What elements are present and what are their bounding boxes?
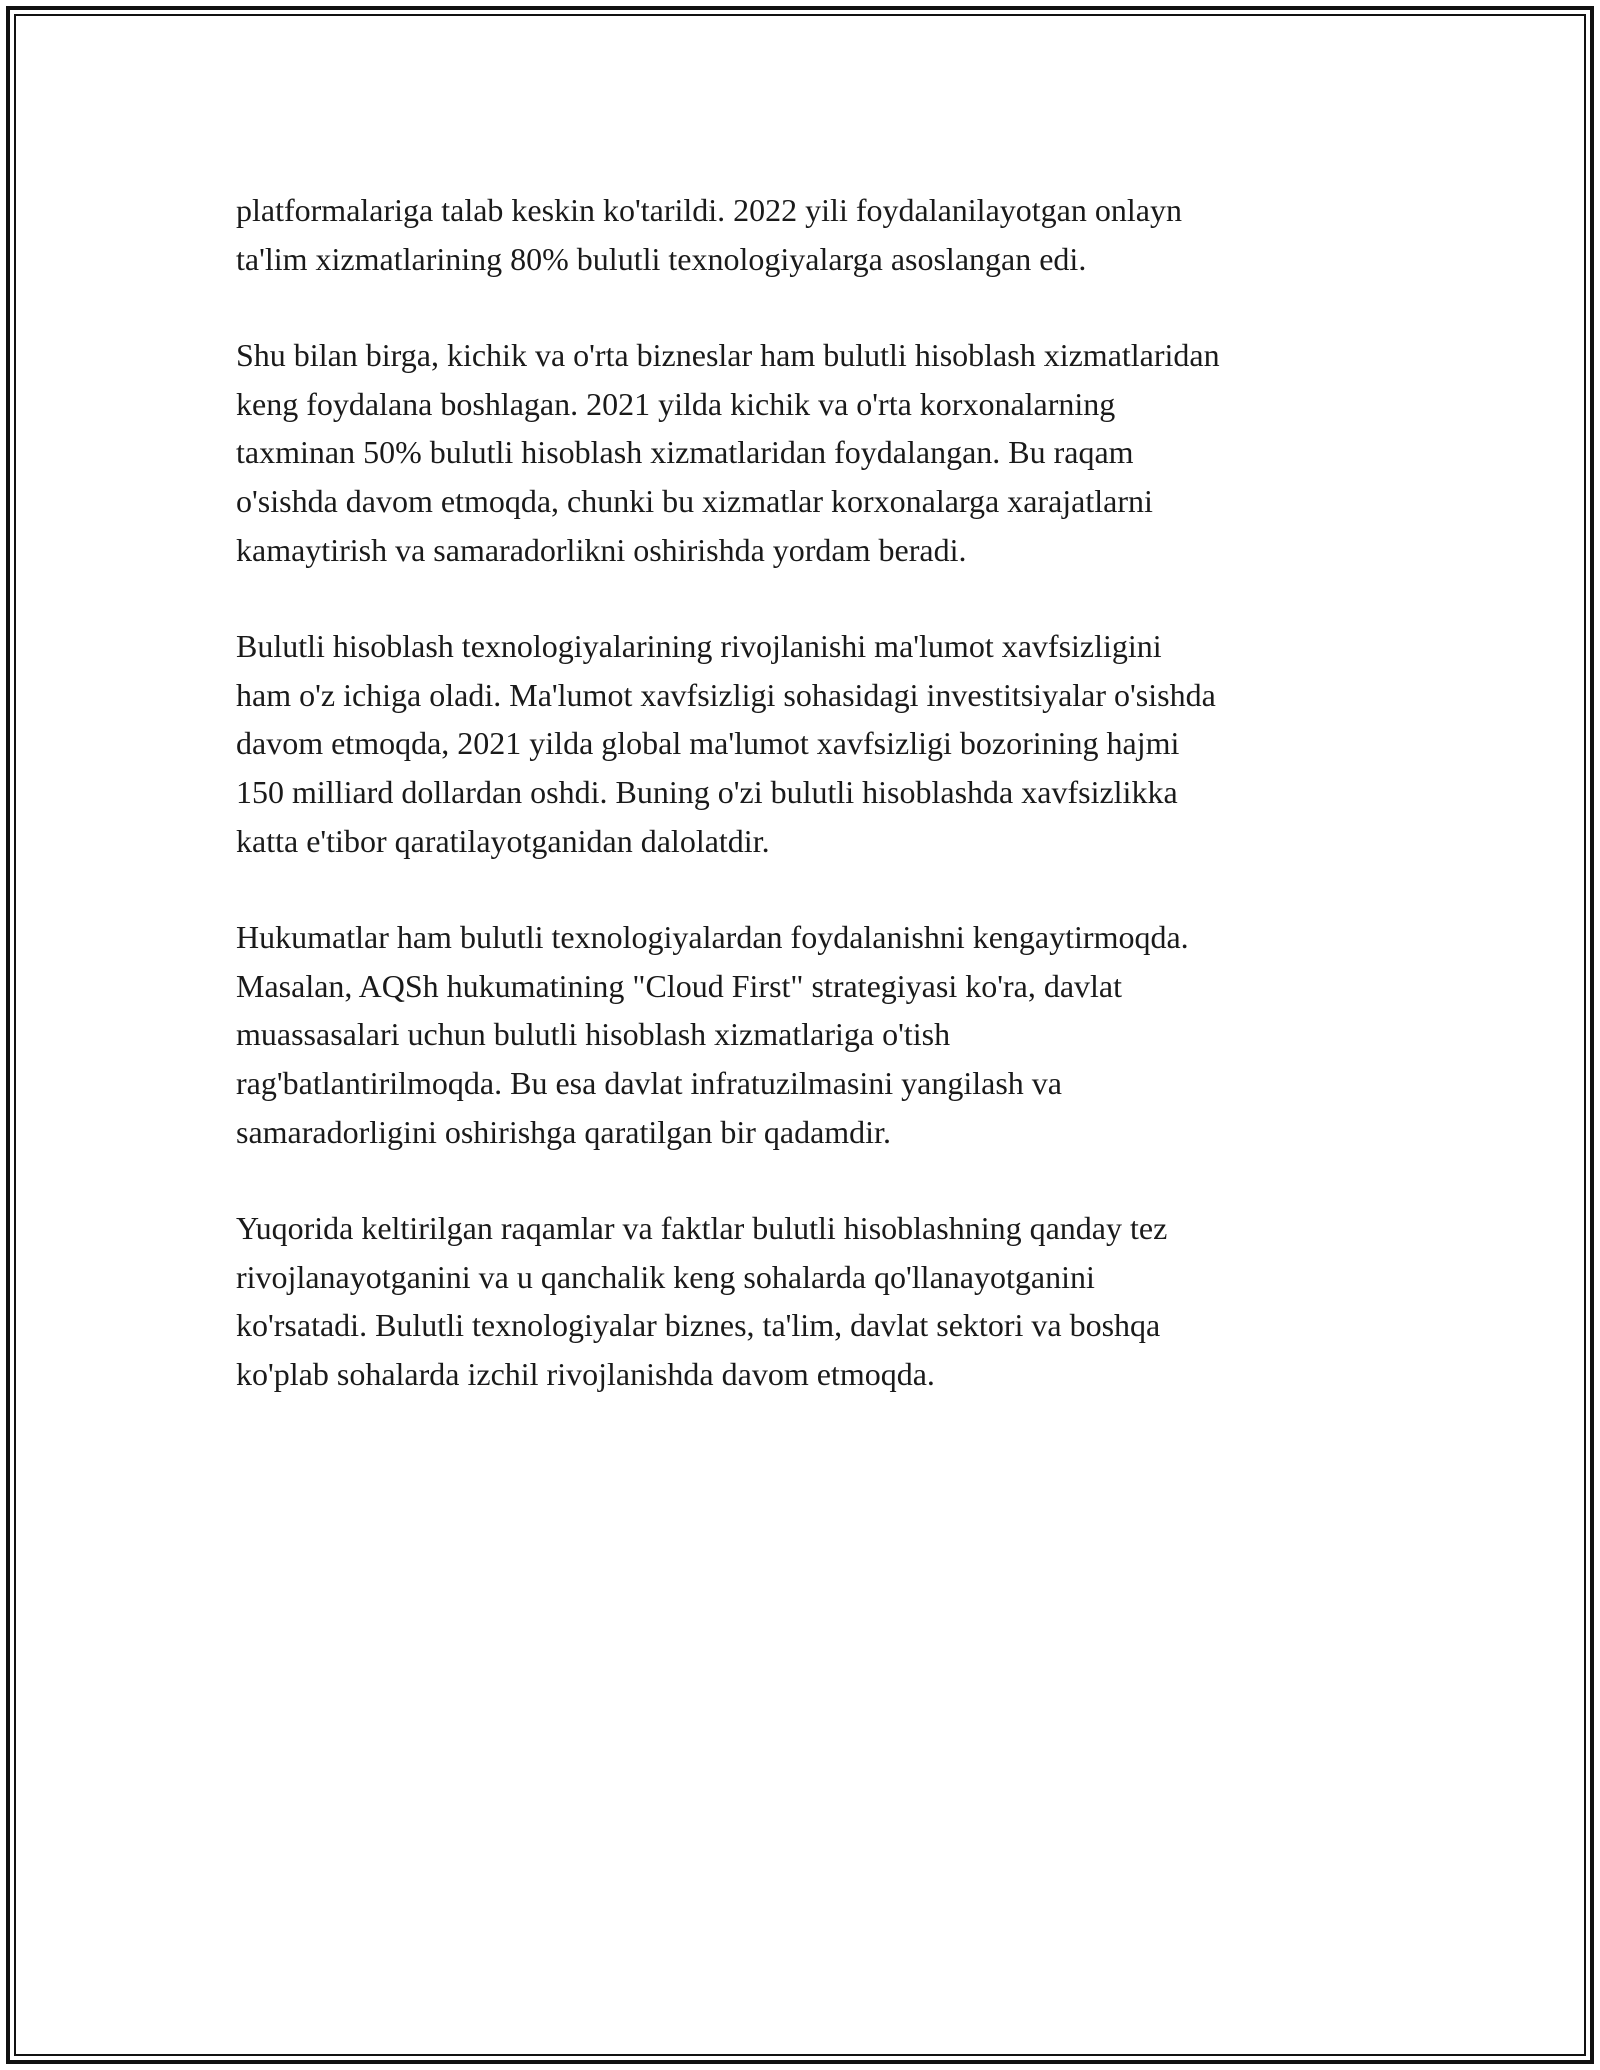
paragraph-2	[236, 331, 1366, 574]
text-line: Yuqorida keltirilgan raqamlar va faktlar bulutli hisoblashning qanday tez	[236, 1210, 1168, 1247]
text-line: ko'plab sohalarda izchil rivojlanishda davom etmoqda.	[236, 1355, 935, 1392]
paragraph-1	[236, 186, 1366, 283]
text-line: Masalan, AQSh hukumatining "Cloud First" strategiyasi ko'ra, davlat	[236, 967, 1123, 1004]
text-line: o'sishda davom etmoqda, chunki bu xizmatlar korxonalarga xarajatlarni	[236, 482, 1153, 519]
text-line: Shu bilan birga, kichik va o'rta bizneslar ham bulutli hisoblash xizmatlaridan	[236, 337, 1220, 374]
text-line: Bulutli hisoblash texnologiyalarining rivojlanishi ma'lumot xavfsizligini	[236, 628, 1162, 665]
text-line: katta e'tibor qaratilayotganidan dalolatdir.	[236, 822, 770, 859]
text-line: platformalariga talab keskin ko'tarildi. 2022 yili foydalanilayotgan onlayn	[236, 192, 1182, 228]
text-line: ham o'z ichiga oladi. Ma'lumot xavfsizligi sohasidagi investitsiyalar o'sishda	[236, 676, 1216, 713]
text-line: samaradorligini oshirishga qaratilgan bir qadamdir.	[236, 1113, 891, 1150]
text-line: keng foydalana boshlagan. 2021 yilda kichik va o'rta korxonalarning	[236, 385, 1116, 422]
paragraph-3	[236, 622, 1366, 865]
text-line: kamaytirish va samaradorlikni oshirishda yordam beradi.	[236, 531, 967, 568]
paragraph-5	[236, 1204, 1366, 1398]
text-line: davom etmoqda, 2021 yilda global ma'lumot xavfsizligi bozorining hajmi	[236, 725, 1180, 762]
text-line: ta'lim xizmatlarining 80% bulutli texnologiyalarga asoslangan edi.	[236, 240, 1087, 277]
text-line: rivojlanayotganini va u qanchalik keng sohalarda qo'llanayotganini	[236, 1258, 1095, 1295]
text-line: Hukumatlar ham bulutli texnologiyalardan foydalanishni kengaytirmoqda.	[236, 919, 1189, 956]
text-line: taxminan 50% bulutli hisoblash xizmatlaridan foydalangan. Bu raqam	[236, 434, 1134, 471]
text-line: 150 milliard dollardan oshdi. Buning o'zi bulutli hisoblashda xavfsizlikka	[236, 773, 1178, 810]
paragraph-4	[236, 913, 1366, 1156]
text-line: rag'batlantirilmoqda. Bu esa davlat infratuzilmasini yangilash va	[236, 1064, 1062, 1101]
document-body	[236, 186, 1366, 1446]
text-line: muassasalari uchun bulutli hisoblash xizmatlariga o'tish	[236, 1016, 951, 1053]
text-line: ko'rsatadi. Bulutli texnologiyalar biznes, ta'lim, davlat sektori va boshqa	[236, 1307, 1161, 1344]
